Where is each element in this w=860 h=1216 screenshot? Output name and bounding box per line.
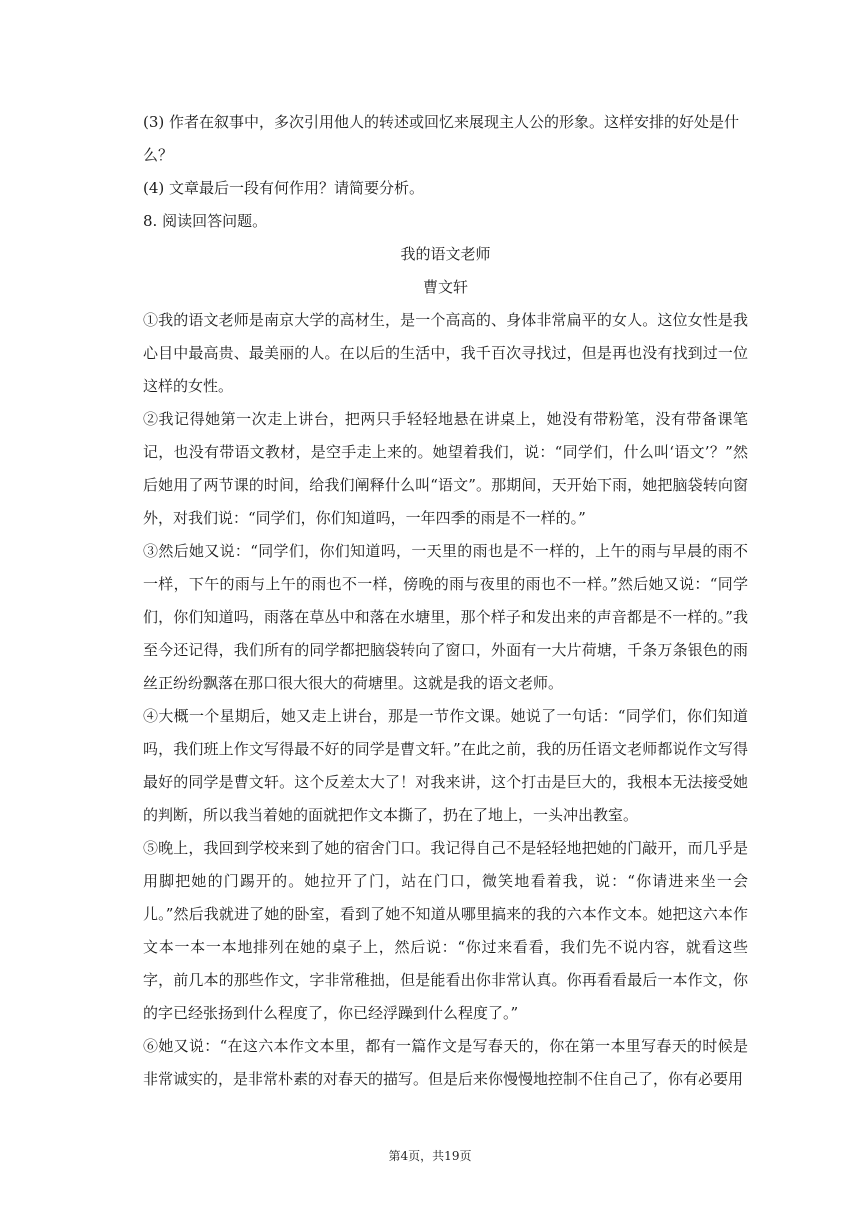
question-8: 8. 阅读回答问题。	[143, 212, 268, 230]
question-4: (4) 文章最后一段有何作用？请简要分析。	[143, 179, 425, 197]
article-paragraph-1: ①我的语文老师是南京大学的高材生，是一个高高的、身体非常扁平的女人。这位女性是我心目中最高贵、最美丽的人。在以后的生活中，我千百次寻找过，但是再也没有找到过一位这样的女性。	[143, 311, 748, 395]
article-title: 我的语文老师	[400, 245, 491, 263]
article-author: 曹文轩	[422, 278, 468, 296]
question-3-line-2: 么？	[143, 146, 174, 164]
page-number-footer: 第4页，共19页	[388, 1149, 472, 1163]
article-paragraph-2: ②我记得她第一次走上讲台，把两只手轻轻地悬在讲桌上，她没有带粉笔，没有带备课笔记，也没有带语文教材，是空手走上来的。她望着我们，说：“同学们，什么叫‘语文’？”然后她用了两节课的时间，给我们阐释什么叫“语文”。那期间，天开始下雨，她把脑袋转向窗外，对我们说：“同学们，你们知道吗，一年四季的雨是不一样的。”	[143, 410, 748, 527]
article-paragraph-3: ③然后她又说：“同学们，你们知道吗，一天里的雨也是不一样的，上午的雨与早晨的雨不一样，下午的雨与上午的雨也不一样，傍晚的雨与夜里的雨也不一样。”然后她又说：“同学们，你们知道吗，雨落在草丛中和落在水塘里，那个样子和发出来的声音都是不一样的。”我至今还记得，我们所有的同学都把脑袋转向了窗口，外面有一大片荷塘，千条万条银色的雨丝正纷纷飘落在那口很大很大的荷塘里。这就是我的语文老师。	[143, 542, 748, 692]
page-content	[143, 106, 748, 1096]
question-3-line-1: (3) 作者在叙事中，多次引用他人的转述或回忆来展现主人公的形象。这样安排的好处是什	[143, 113, 740, 131]
article-paragraph-6: ⑥她又说：“在这六本作文本里，都有一篇作文是写春天的，你在第一本里写春天的时候是非常诚实的，是非常朴素的对春天的描写。但是后来你慢慢地控制不住自己了，你有必要用	[143, 1037, 748, 1088]
article-paragraph-4: ④大概一个星期后，她又走上讲台，那是一节作文课。她说了一句话：“同学们，你们知道吗，我们班上作文写得最不好的同学是曹文轩。”在此之前，我的历任语文老师都说作文写得最好的同学是曹文轩。这个反差太大了！对我来讲，这个打击是巨大的，我根本无法接受她的判断，所以我当着她的面就把作文本撕了，扔在了地上，一头冲出教室。	[143, 707, 748, 824]
article-paragraph-5: ⑤晚上，我回到学校来到了她的宿舍门口。我记得自己不是轻轻地把她的门敲开，而几乎是用脚把她的门踢开的。她拉开了门，站在门口，微笑地看着我，说：“你请进来坐一会儿。”然后我就进了她的卧室，看到了她不知道从哪里搞来的我的六本作文本。她把这六本作文本一本一本地排列在她的桌子上，然后说：“你过来看看，我们先不说内容，就看这些字，前几本的那些作文，字非常稚拙，但是能看出你非常认真。你再看看最后一本作文，你的字已经张扬到什么程度了，你已经浮躁到什么程度了。”	[143, 839, 748, 1022]
